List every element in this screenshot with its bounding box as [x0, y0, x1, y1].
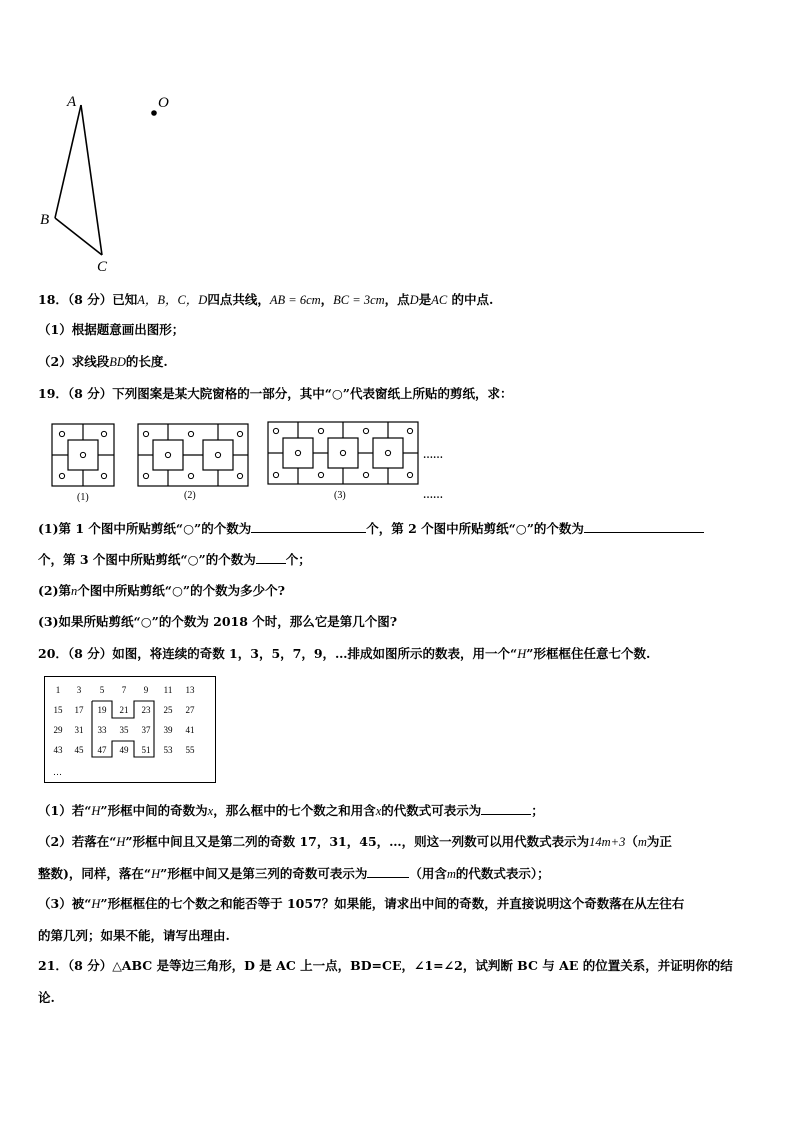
q19-part1-line2: 个，第 3 个图中所贴剪纸“○”的个数为 个； — [38, 552, 311, 567]
table-cell: 41 — [185, 725, 195, 735]
table-cell: 31 — [74, 725, 84, 735]
table-cell: 11 — [163, 685, 173, 695]
figure-label-2: (2) — [184, 490, 196, 501]
side-ab — [55, 105, 81, 218]
table-cell: 13 — [185, 685, 195, 695]
label-o: O — [158, 95, 169, 111]
label-c: C — [97, 259, 108, 275]
q20-sub2-line1: （2）若落在“H”形框中间且又是第二列的奇数 17，31，45，…，则这一列数可以用代数式表示为14m+3（m为正 — [38, 834, 672, 849]
table-cell: 5 — [99, 685, 105, 695]
q18-sub2: （2）求线段BD的长度. — [38, 354, 168, 369]
table-cell: 29 — [53, 725, 63, 735]
odd-number-table — [44, 676, 216, 783]
table-cell: 37 — [141, 725, 151, 735]
label-a: A — [67, 94, 77, 110]
table-cell: 3 — [76, 685, 82, 695]
table-cell: 45 — [74, 745, 84, 755]
q19-part3: (3)如果所贴剪纸“○”的个数为 2018 个时，那么它是第几个图? — [38, 614, 398, 629]
side-ac — [81, 105, 102, 255]
table-cell: 39 — [163, 725, 173, 735]
q20-sub2-line2: 整数)，同样，落在“H”形框中间又是第三列的奇数可表示为 （用含m的代数式表示）； — [38, 866, 550, 881]
table-cell: 35 — [119, 725, 129, 735]
table-cell: 55 — [185, 745, 195, 755]
q20-sub3-line2: 的第几列；如果不能，请写出理由. — [38, 928, 230, 943]
triangle-figure — [35, 90, 185, 280]
q20-sub3-line1: （3）被“H”形框框住的七个数之和能否等于 1057？如果能，请求出中间的奇数，并直接说明这个奇数落在从左往右 — [38, 896, 685, 911]
q21-line1: 21．（8 分）△ABC 是等边三角形，D 是 AC 上一点，BD=CE，∠1=∠2，试判断 BC 与 AE 的位置关系，并证明你的结 — [38, 958, 733, 973]
answer-blank-4[interactable] — [481, 802, 531, 815]
q18-sub1: （1）根据题意画出图形； — [38, 322, 185, 337]
q19-stem: 19．（8 分）下列图案是某大院窗格的一部分，其中“○”代表窗纸上所贴的剪纸，求： — [38, 386, 513, 401]
table-cell: 27 — [185, 705, 195, 715]
answer-blank-5[interactable] — [367, 865, 409, 878]
table-cell: 21 — [119, 705, 129, 715]
table-cell: 23 — [141, 705, 151, 715]
table-cell: 43 — [53, 745, 63, 755]
q20-sub1: （1）若“H”形框中间的奇数为x，那么框中的七个数之和用含x的代数式可表示为 ； — [38, 803, 544, 818]
table-cell: 51 — [141, 745, 151, 755]
answer-blank-3[interactable] — [256, 551, 286, 564]
table-more: … — [53, 767, 62, 777]
table-cell: 1 — [55, 685, 61, 695]
table-cell: 47 — [97, 745, 107, 755]
point-o — [151, 110, 157, 116]
table-cell: 25 — [163, 705, 173, 715]
q19-part2: (2)第n个图中所贴剪纸“○”的个数为多少个? — [38, 583, 285, 598]
figure-label-3: (3) — [334, 490, 346, 501]
q21-line2: 论. — [38, 990, 55, 1005]
ellipsis-top: …… — [423, 450, 443, 461]
q18-stem: 18．（8 分）已知A，B，C，D四点共线，AB = 6cm，BC = 3cm，点D是AC 的中点. — [38, 292, 494, 307]
table-cell: 9 — [143, 685, 149, 695]
figure-label-1: (1) — [77, 492, 89, 503]
q19-part1-line1: (1)第 1 个图中所贴剪纸“○”的个数为 个，第 2 个图中所贴剪纸“○”的个数为 — [38, 520, 704, 537]
side-bc — [55, 218, 102, 255]
table-cell: 15 — [53, 705, 63, 715]
table-cell: 49 — [119, 745, 129, 755]
table-cell: 53 — [163, 745, 173, 755]
window-pattern-figures — [48, 418, 468, 506]
answer-blank-1[interactable] — [251, 520, 366, 533]
ellipsis-bottom: …… — [423, 490, 443, 501]
q20-stem: 20．（8 分）如图，将连续的奇数 1，3，5，7，9，…排成如图所示的数表，用一个“H”形框框住任意七个数. — [38, 646, 651, 661]
table-cell: 33 — [97, 725, 107, 735]
label-b: B — [40, 212, 50, 228]
table-cell: 17 — [74, 705, 84, 715]
table-cell: 7 — [121, 685, 127, 695]
answer-blank-2[interactable] — [584, 520, 704, 533]
table-cell: 19 — [97, 705, 107, 715]
